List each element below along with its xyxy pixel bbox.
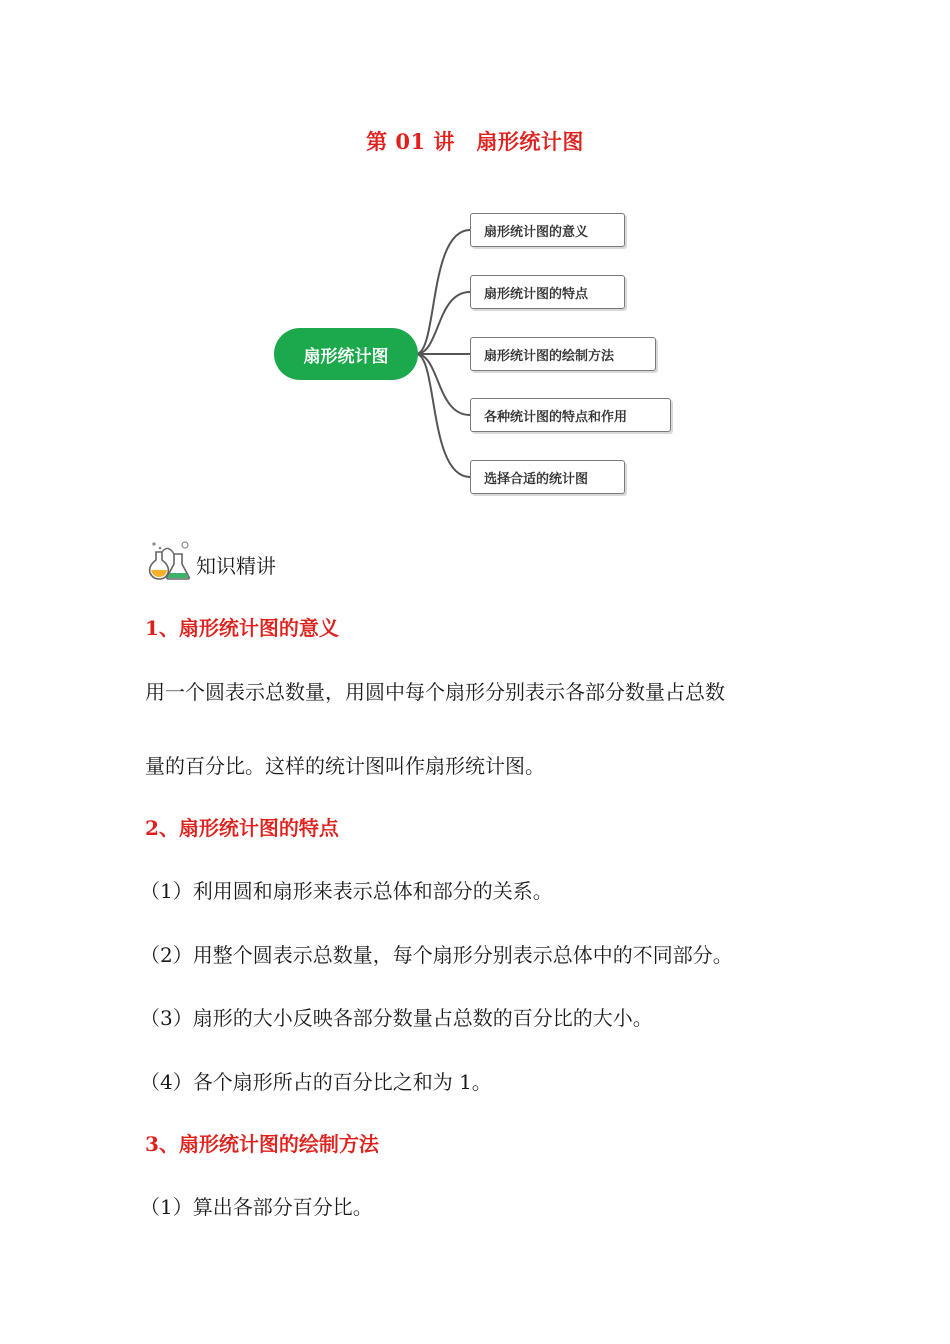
section-header	[146, 540, 276, 580]
paragraph-meaning-line2: 量的百分比。这样的统计图叫作扇形统计图。	[145, 754, 545, 778]
mind-map-root: 扇形统计图	[274, 328, 418, 380]
heading-meaning: 1、扇形统计图的意义	[145, 616, 339, 640]
connector-1	[416, 230, 470, 354]
feature-item-4: （4）各个扇形所占的百分比之和为 1。	[140, 1070, 492, 1094]
heading-drawing-method: 3、扇形统计图的绘制方法	[145, 1132, 379, 1156]
method-item-1: （1）算出各部分百分比。	[140, 1195, 373, 1219]
section-title: 知识精讲	[196, 554, 276, 578]
feature-item-1: （1）利用圆和扇形来表示总体和部分的关系。	[140, 879, 553, 903]
paragraph-meaning-line1: 用一个圆表示总数量，用圆中每个扇形分别表示各部分数量占总数	[145, 680, 725, 704]
connector-5	[416, 354, 470, 477]
feature-item-3: （3）扇形的大小反映各部分数量占总数的百分比的大小。	[140, 1006, 653, 1030]
mind-map-node-drawing-method: 扇形统计图的绘制方法	[470, 337, 656, 371]
mind-map-node-meaning: 扇形统计图的意义	[470, 213, 625, 247]
mind-map-node-features: 扇形统计图的特点	[470, 275, 625, 309]
page-title: 第 01 讲 扇形统计图	[366, 129, 584, 154]
heading-features: 2、扇形统计图的特点	[145, 816, 339, 840]
lab-flask-icon	[146, 540, 192, 580]
feature-item-2: （2）用整个圆表示总数量，每个扇形分别表示总体中的不同部分。	[140, 943, 733, 967]
mind-map-node-choose-chart: 选择合适的统计图	[470, 460, 625, 494]
mind-map-node-chart-types: 各种统计图的特点和作用	[470, 398, 671, 432]
mind-map	[268, 200, 688, 505]
